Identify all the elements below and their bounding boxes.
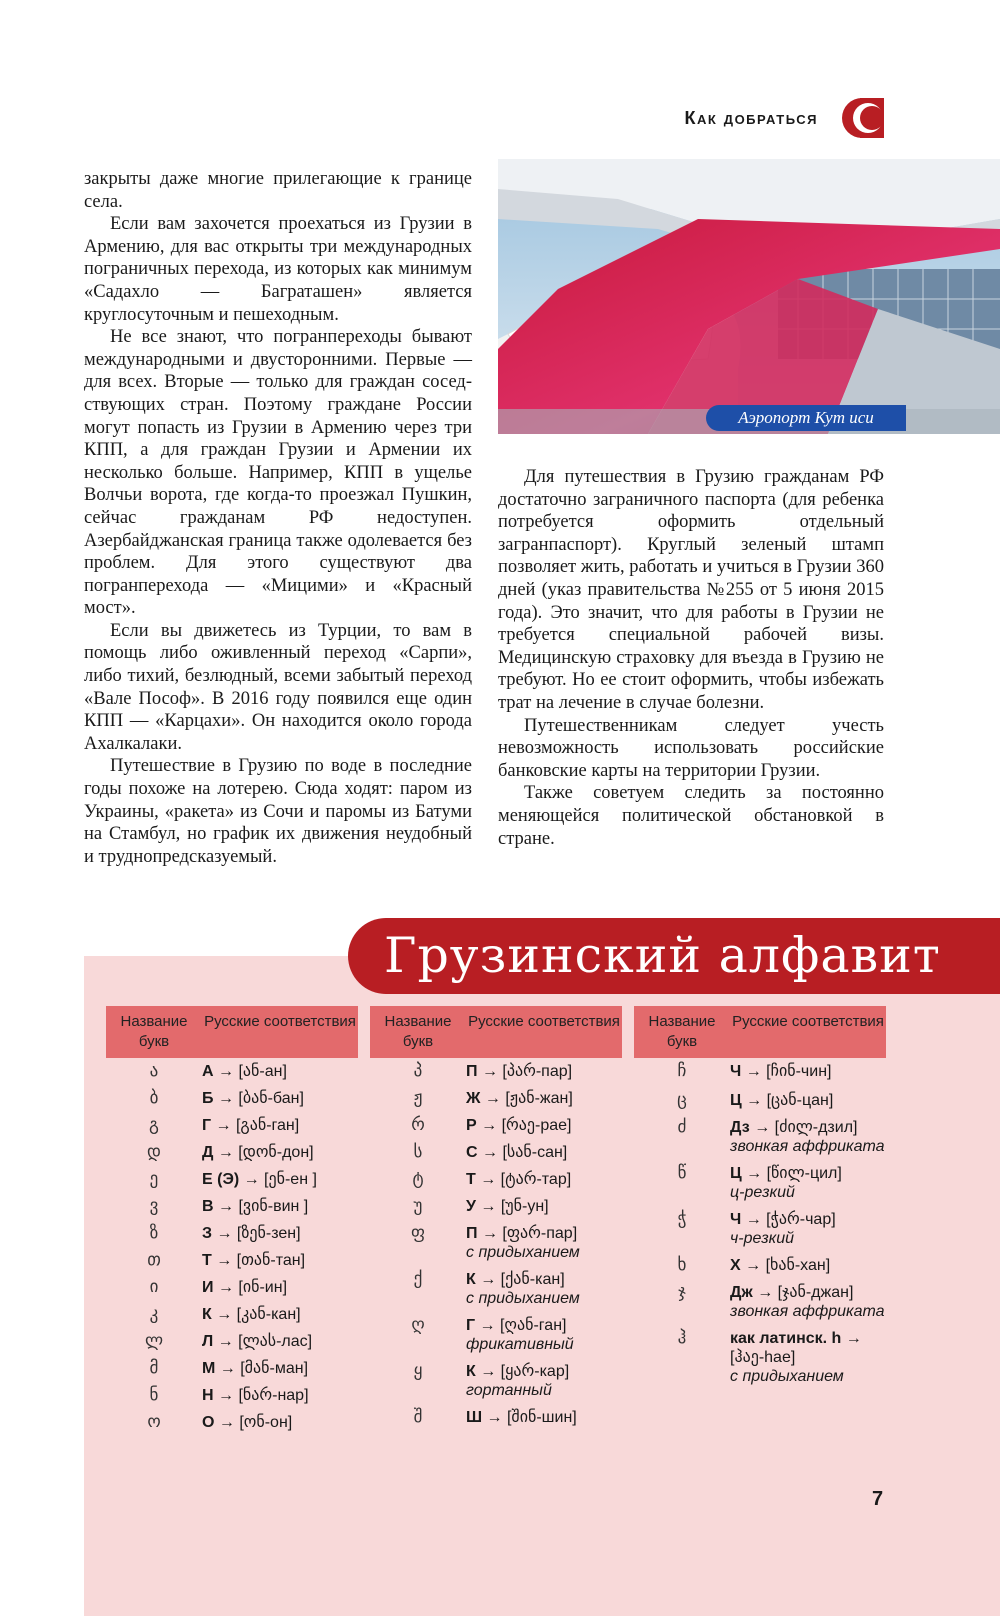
russian-letter: как латинск. h (730, 1330, 842, 1347)
pronunciation: → [ქან-кан] (475, 1271, 565, 1288)
russian-equivalent (730, 1329, 886, 1386)
letter-row (106, 1359, 358, 1378)
letter-row (370, 1143, 622, 1162)
georgian-letter: კ (149, 1304, 159, 1324)
russian-equivalent (466, 1116, 622, 1135)
letter-row (106, 1062, 358, 1081)
russian-letter: А (202, 1063, 214, 1080)
georgian-letter: მ (149, 1358, 159, 1378)
pronunciation: → [წილ-цил] (741, 1165, 842, 1182)
georgian-letter: ხ (677, 1255, 687, 1275)
letter-row (106, 1413, 358, 1432)
paragraph: Также советуем следить за постоянно меняющейся политической обстановкой в стране. (498, 783, 884, 849)
table-header (370, 1006, 622, 1058)
russian-equivalent (730, 1062, 886, 1081)
russian-equivalent (202, 1116, 358, 1135)
pronunciation: → [ვინ-вин ] (213, 1198, 309, 1215)
letter-row (106, 1089, 358, 1108)
georgian-letter: ღ (411, 1315, 425, 1335)
georgian-letter: ქ (413, 1269, 423, 1289)
paragraph: Путешествие в Грузию по воде в последние годы похоже на лотерею. Сюда ходят: паром из Украины, «ракета» из Сочи и паромы из Батуми на Стамбул, но график их движения неудобный и труднопредсказуемый. (84, 756, 472, 867)
photo-caption: Аэропорт Кут иси (706, 405, 906, 431)
pronunciation: → [ყარ-кар] (475, 1363, 570, 1380)
russian-equivalent (466, 1143, 622, 1162)
letter-row (370, 1316, 622, 1354)
pronunciation: → [სან-сан] (477, 1144, 568, 1161)
russian-equivalent (202, 1197, 358, 1216)
russian-equivalent (466, 1316, 622, 1354)
russian-letter: К (202, 1306, 212, 1323)
header-letter-name: Название букв (120, 1013, 188, 1050)
russian-letter: Г (466, 1317, 476, 1334)
letter-row (634, 1091, 886, 1110)
russian-letter: К (466, 1271, 476, 1288)
pronunciation: → [გან-ган] (211, 1117, 300, 1134)
russian-equivalent (466, 1197, 622, 1216)
russian-equivalent (202, 1332, 358, 1351)
letter-row (370, 1062, 622, 1081)
letter-row (634, 1210, 886, 1248)
paragraph: Не все знают, что погранпереходы бывают международными и двусторонними. Первые — для всех. Вторые — только для граждан соседствующих стран. Поэтому граждане России могут попасть из Грузии в Армению через три КПП, а для граждан Грузии и Армении их несколько больше. Например, КПП в ущелье Волчьи ворота, где когда-то проезжал Пушкин, сейчас гражданам РФ недоступен. Азербайджанская граница также одолевается без проблем. Для этого существуют два погранперехода — «Мицими» и «Красный мост». (84, 327, 472, 619)
russian-equivalent (202, 1251, 358, 1270)
letter-row (106, 1251, 358, 1270)
russian-equivalent (466, 1362, 622, 1400)
pronunciation: → [ღან-ган] (475, 1317, 567, 1334)
georgian-letter: უ (413, 1196, 423, 1216)
pronunciation: → [ენ-ен ] (239, 1171, 317, 1188)
pronunciation: → [ძილ-дзил] (749, 1119, 858, 1136)
russian-equivalent (202, 1170, 358, 1189)
georgian-letter: ს (413, 1142, 423, 1162)
pronunciation: → [ზენ-зен] (212, 1225, 301, 1242)
header-letter-name: Название букв (384, 1013, 452, 1050)
letter-row (370, 1224, 622, 1262)
pronunciation: → [ცან-цан] (741, 1092, 834, 1109)
alphabet-table-2 (370, 1006, 622, 1427)
paragraph: Если вы движетесь из Турции, то вам в помощь либо оживленный переход «Сарпи», либо тихий, безлюдный, всеми забытый переход «Вале Пософ». В 2016 году появился еще один КПП — «Карцахи». Он находится около города Ахалкалаки. (84, 620, 472, 754)
pronunciation: → [ჰაე-hae] (730, 1330, 862, 1366)
russian-letter: О (202, 1414, 215, 1431)
georgian-letter: ო (147, 1412, 161, 1432)
russian-letter: Ц (730, 1165, 742, 1182)
letter-row (370, 1197, 622, 1216)
letter-row (106, 1143, 358, 1162)
russian-equivalent (202, 1062, 358, 1081)
letter-row (634, 1256, 886, 1275)
letter-row (106, 1116, 358, 1135)
pronunciation: → [ჯან-джан] (752, 1284, 854, 1301)
pronunciation: → [ნარ-нар] (213, 1387, 309, 1404)
letter-row (634, 1164, 886, 1202)
russian-equivalent (466, 1170, 622, 1189)
russian-letter: Н (202, 1387, 214, 1404)
letter-row (106, 1332, 358, 1351)
russian-letter: Ш (466, 1409, 483, 1426)
russian-equivalent (466, 1062, 622, 1081)
georgian-letter: ჯ (678, 1282, 686, 1302)
pronunciation-note: с придыханием (730, 1368, 844, 1385)
russian-equivalent (466, 1408, 622, 1427)
russian-equivalent (730, 1118, 886, 1156)
russian-letter: Б (202, 1090, 214, 1107)
russian-letter: Е (Э) (202, 1171, 240, 1188)
crescent-logo-icon (842, 98, 884, 138)
letter-row (370, 1408, 622, 1427)
letter-row (634, 1329, 886, 1386)
russian-equivalent (466, 1224, 622, 1262)
letter-row (634, 1283, 886, 1321)
russian-letter: Ц (730, 1092, 742, 1109)
letter-row (106, 1197, 358, 1216)
georgian-letter: თ (147, 1250, 161, 1270)
airport-photo (498, 159, 1000, 434)
russian-equivalent (202, 1089, 358, 1108)
page-number: 7 (872, 1488, 884, 1510)
alphabet-table-1 (106, 1006, 358, 1432)
russian-letter: И (202, 1279, 214, 1296)
table-header (106, 1006, 358, 1058)
pronunciation: → [ფარ-пар] (477, 1225, 578, 1242)
pronunciation-note: ц-резкий (730, 1184, 795, 1201)
header-letter-name: Название букв (648, 1013, 716, 1050)
pronunciation: → [კან-кан] (211, 1306, 301, 1323)
georgian-letter: ი (149, 1277, 159, 1297)
georgian-letter: ჭ (677, 1209, 687, 1229)
georgian-letter: ყ (413, 1361, 423, 1381)
pronunciation: → [ჭარ-чар] (741, 1211, 836, 1228)
georgian-letter: ვ (149, 1196, 159, 1216)
georgian-letter: ჩ (677, 1061, 687, 1081)
letter-row (106, 1386, 358, 1405)
russian-equivalent (202, 1359, 358, 1378)
paragraph: Путешественникам следует учесть невозможность использовать российские банковские карты на территории Грузии. (498, 715, 884, 781)
letter-row (370, 1170, 622, 1189)
pronunciation: → [ხან-хан] (740, 1257, 831, 1274)
letter-row (106, 1224, 358, 1243)
pronunciation: → [ჟან-жан] (480, 1090, 573, 1107)
russian-letter: П (466, 1063, 478, 1080)
table-header (634, 1006, 886, 1058)
russian-letter: В (202, 1198, 214, 1215)
pronunciation: → [ჩინ-чин] (741, 1063, 832, 1080)
russian-letter: Р (466, 1117, 477, 1134)
russian-equivalent (202, 1386, 358, 1405)
russian-letter: П (466, 1225, 478, 1242)
russian-letter: К (466, 1363, 476, 1380)
pronunciation: → [თან-тан] (211, 1252, 306, 1269)
pronunciation-note: с придыханием (466, 1290, 580, 1307)
georgian-letter: პ (413, 1061, 423, 1081)
letter-row (106, 1170, 358, 1189)
russian-letter: Ж (466, 1090, 481, 1107)
georgian-letter: გ (149, 1115, 159, 1135)
letter-row (634, 1118, 886, 1156)
georgian-letter: ბ (149, 1088, 159, 1108)
pronunciation-note: гортанный (466, 1382, 552, 1399)
pronunciation: → [ან-ан] (213, 1063, 287, 1080)
russian-equivalent (202, 1143, 358, 1162)
russian-equivalent (202, 1305, 358, 1324)
pronunciation-note: ч-резкий (730, 1230, 795, 1247)
russian-equivalent (466, 1089, 622, 1108)
pronunciation: → [შინ-шин] (482, 1409, 577, 1426)
russian-letter: У (466, 1198, 476, 1215)
header-russian: Русские соответствия (204, 1013, 356, 1030)
paragraph: Если вам захочется проехаться из Грузии в Армению, для вас открыты три международных пограничных перехода, из которых как минимум «Садахло — Баграташен» является круглосуточным и пешеходным. (84, 214, 472, 325)
pronunciation: → [ონ-он] (214, 1414, 293, 1431)
pronunciation: → [რაე-рае] (476, 1117, 572, 1134)
russian-equivalent (730, 1256, 886, 1275)
pronunciation-note: звонкая аффриката (730, 1303, 885, 1320)
right-text-column (498, 466, 884, 850)
russian-letter: Д (202, 1144, 214, 1161)
russian-letter: Ч (730, 1211, 742, 1228)
letter-row (370, 1362, 622, 1400)
alphabet-title: Грузинский алфавит (384, 927, 941, 984)
russian-letter: З (202, 1225, 213, 1242)
russian-letter: С (466, 1144, 478, 1161)
pronunciation-note: фрикативный (466, 1336, 574, 1353)
russian-equivalent (466, 1270, 622, 1308)
georgian-letter: ლ (144, 1331, 164, 1351)
georgian-letter: ფ (410, 1223, 426, 1243)
russian-letter: Г (202, 1117, 212, 1134)
alphabet-table-3 (634, 1006, 886, 1386)
paragraph: закрыты даже многие прилегающие к границе села. (84, 169, 472, 212)
pronunciation: → [ტარ-тар] (475, 1171, 572, 1188)
paragraph: Для путешествия в Грузию гражданам РФ достаточно заграничного паспорта (для ребенка потребуется оформить отдельный загранпаспорт). Круглый зеленый штамп позволяет жить, работать и учиться в Грузии 360 дней (указ правительства №255 от 5 июня 2015 года). Это значит, что для работы в Грузии не требуется специальной рабочей визы. Медицинскую страховку для въезда в Грузию не требуют. Но ее стоит оформить, чтобы избежать трат на лечение в случае болезни. (498, 467, 884, 713)
georgian-letter: რ (411, 1115, 425, 1135)
letter-row (634, 1062, 886, 1081)
georgian-letter: დ (147, 1142, 161, 1162)
georgian-letter: ნ (149, 1385, 159, 1405)
georgian-letter: წ (677, 1163, 687, 1183)
airport-illustration (498, 159, 1000, 434)
georgian-letter: ძ (677, 1117, 687, 1137)
russian-letter: Дж (730, 1284, 753, 1301)
pronunciation: → [მან-ман] (215, 1360, 309, 1377)
russian-equivalent (730, 1283, 886, 1321)
russian-letter: Дз (730, 1119, 750, 1136)
russian-equivalent (730, 1164, 886, 1202)
georgian-letter: ც (677, 1090, 687, 1110)
georgian-letter: ტ (412, 1169, 424, 1189)
pronunciation: → [დონ-дон] (213, 1144, 314, 1161)
georgian-letter: ე (149, 1169, 159, 1189)
pronunciation-note: с придыханием (466, 1244, 580, 1261)
russian-equivalent (202, 1413, 358, 1432)
russian-letter: Т (466, 1171, 476, 1188)
pronunciation: → [ლას-лас] (213, 1333, 313, 1350)
russian-letter: Х (730, 1257, 741, 1274)
georgian-letter: ჰ (677, 1328, 687, 1348)
running-header: Как добраться (684, 108, 818, 128)
pronunciation: → [პარ-пар] (477, 1063, 573, 1080)
georgian-letter: ა (149, 1061, 159, 1081)
russian-letter: Ч (730, 1063, 742, 1080)
russian-equivalent (730, 1091, 886, 1110)
letter-row (106, 1278, 358, 1297)
letter-row (370, 1116, 622, 1135)
pronunciation-note: звонкая аффриката (730, 1138, 885, 1155)
russian-letter: Л (202, 1333, 214, 1350)
georgian-letter: შ (413, 1407, 423, 1427)
letter-row (106, 1305, 358, 1324)
russian-equivalent (202, 1224, 358, 1243)
russian-equivalent (730, 1210, 886, 1248)
header-russian: Русские соответствия (732, 1013, 884, 1030)
header-russian: Русские соответствия (468, 1013, 620, 1030)
letter-row (370, 1270, 622, 1308)
georgian-letter: ზ (149, 1223, 159, 1243)
letter-row (370, 1089, 622, 1108)
georgian-letter: ჟ (413, 1088, 423, 1108)
russian-equivalent (202, 1278, 358, 1297)
pronunciation: → [ბან-бан] (213, 1090, 304, 1107)
left-text-column (84, 168, 472, 868)
russian-letter: Т (202, 1252, 212, 1269)
pronunciation: → [უნ-ун] (475, 1198, 549, 1215)
pronunciation: → [ინ-ин] (213, 1279, 288, 1296)
russian-letter: М (202, 1360, 216, 1377)
